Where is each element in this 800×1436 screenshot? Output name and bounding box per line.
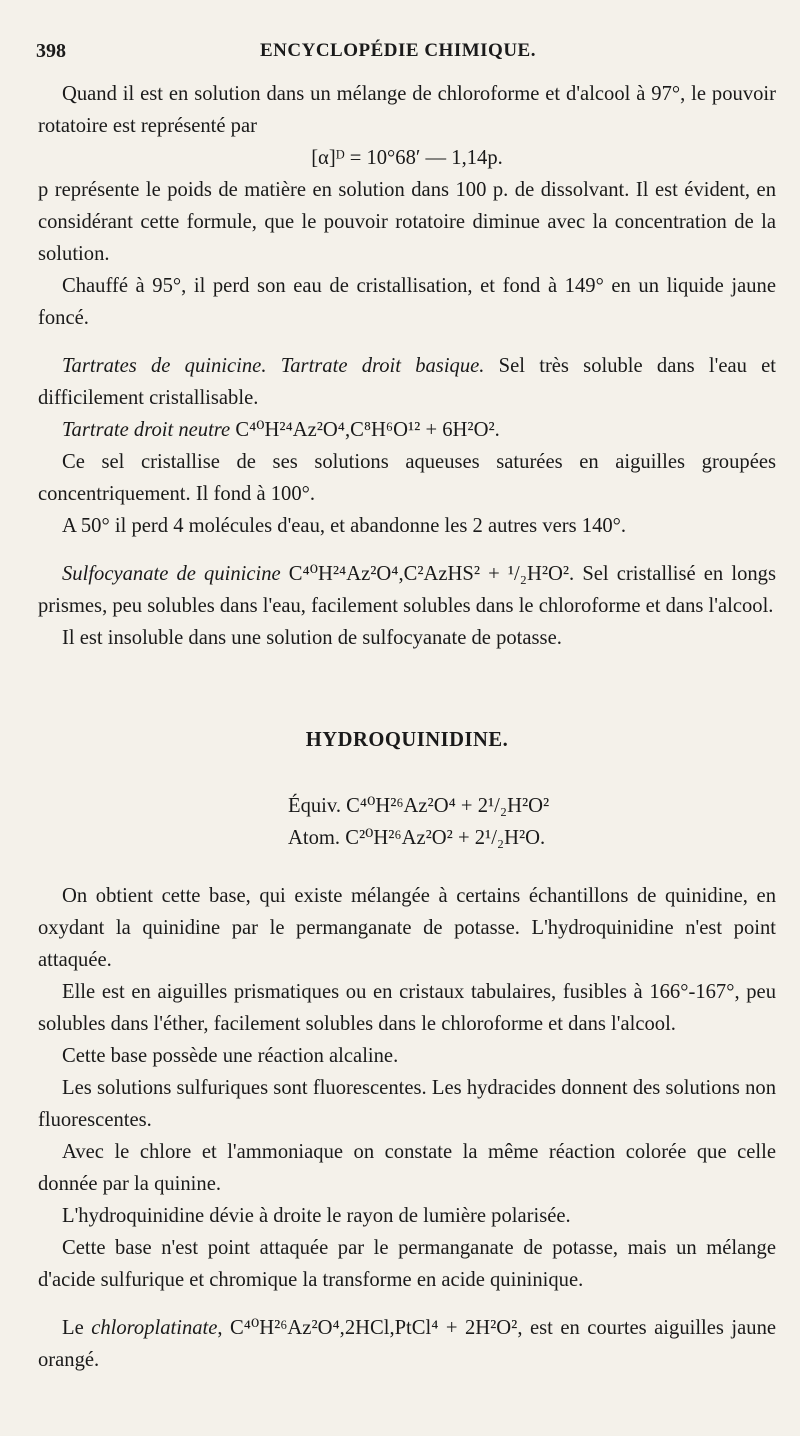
page-number: 398 (36, 40, 66, 62)
rotatory-formula: [α]ᴰ = 10°68′ — 1,14p. (311, 147, 503, 169)
paragraph: L'hydroquinidine dévie à droite le rayon de lumière polarisée. (62, 1205, 571, 1227)
paragraph: Cette base possède une réaction alcaline. (62, 1045, 399, 1067)
paragraph-text: Sel très soluble dans l'eau et difficilement cristallisable. (38, 355, 776, 409)
paragraph: Avec le chlore et l'ammoniaque on constate la même réaction colorée que celle donnée par la quinine. (38, 1141, 776, 1195)
italic-term: Tartrates de quinicine. Tartrate droit basique. (62, 355, 485, 377)
section-heading: HYDROQUINIDINE. (305, 729, 509, 751)
paragraph: Chauffé à 95°, il perd son eau de cristallisation, et fond à 149° en un liquide jaune foncé. (38, 275, 776, 329)
page-body (38, 78, 776, 1376)
paragraph (38, 414, 776, 446)
paragraph-text: Le (62, 1317, 92, 1339)
italic-term: Sulfocyanate de quinicine (62, 563, 281, 585)
page-header (36, 40, 760, 70)
paragraph (38, 558, 776, 622)
paragraph: Quand il est en solution dans un mélange de chloroforme et d'alcool à 97°, le pouvoir rotatoire est représenté par (38, 83, 776, 137)
paragraph: Il est insoluble dans une solution de sulfocyanate de potasse. (62, 627, 562, 649)
paragraph: Elle est en aiguilles prismatiques ou en cristaux tabulaires, fusibles à 166°-167°, peu solubles dans l'éther, facilement solubles dans le chloroforme et dans l'alcool. (38, 981, 776, 1035)
paragraph: p représente le poids de matière en solution dans 100 p. de dissolvant. Il est évident, en considérant cette formule, que le pouvoir rotatoire diminue avec la concentration de la solution. (38, 179, 776, 265)
paragraph (38, 350, 776, 414)
paragraph (38, 1312, 776, 1376)
paragraph: On obtient cette base, qui existe mélangée à certains échantillons de quinidine, en oxydant la quinidine par le permanganate de potasse. L'hydroquinidine n'est point attaquée. (38, 885, 776, 971)
italic-term: Tartrate droit neutre (62, 419, 231, 441)
paragraph: A 50° il perd 4 molécules d'eau, et abandonne les 2 autres vers 140°. (62, 515, 627, 537)
paragraph: Ce sel cristallise de ses solutions aqueuses saturées en aiguilles groupées concentriquement. Il fond à 100°. (38, 451, 776, 505)
paragraph-text: C⁴⁰H²⁴Az²O⁴,C⁸H⁶O¹² + 6H²O². (230, 419, 500, 441)
atom-formula: Atom. C²⁰H²⁶Az²O² + 2¹/₂H²O. (288, 827, 546, 849)
paragraph: Cette base n'est point attaquée par le permanganate de potasse, mais un mélange d'acide sulfurique et chromique la transforme en acide quininique. (38, 1237, 776, 1291)
paragraph-text: , C⁴⁰H²⁶Az²O⁴,2HCl,PtCl⁴ + 2H²O², est en courtes aiguilles jaune orangé. (38, 1317, 777, 1371)
paragraph: Les solutions sulfuriques sont fluorescentes. Les hydracides donnent des solutions non fluorescentes. (38, 1077, 776, 1131)
italic-term: chloroplatinate (91, 1317, 218, 1339)
paragraph-text: C⁴⁰H²⁴Az²O⁴,C²AzHS² + ¹/₂H²O². Sel cristallisé en longs prismes, peu solubles dans l'eau, facilement solubles dans le chloroforme et dans l'alcool. (38, 563, 776, 617)
running-title: ENCYCLOPÉDIE CHIMIQUE. (260, 40, 536, 61)
equiv-formula: Équiv. C⁴⁰H²⁶Az²O⁴ + 2¹/₂H²O² (288, 795, 550, 817)
